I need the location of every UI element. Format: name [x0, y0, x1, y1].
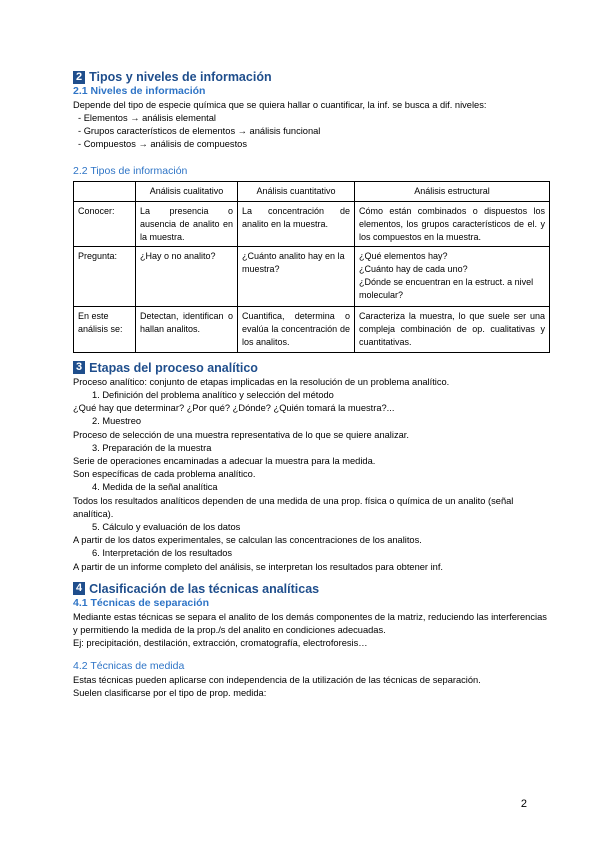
step-desc: ¿Qué hay que determinar? ¿Por qué? ¿Dónde? ¿Quién tomará la muestra?...	[73, 403, 395, 414]
table-header-cell: Análisis estructural	[355, 182, 550, 202]
medida-desc: Estas técnicas pueden aplicarse con independencia de la utilización de las técnicas de separación.	[73, 674, 481, 685]
table-row	[74, 202, 550, 247]
row-label: En este análisis se:	[74, 307, 136, 352]
step-label: 4. Medida de la señal analítica	[92, 482, 218, 493]
step-desc: Son específicas de cada problema analítico.	[73, 469, 256, 480]
table-cell	[355, 247, 550, 307]
section-2-heading	[73, 69, 550, 85]
table-cell: La presencia o ausencia de analito en la muestra.	[136, 202, 238, 247]
niveles-list	[73, 112, 550, 152]
table-cell: Detectan, identifican o hallan analitos.	[136, 307, 238, 352]
section-number: 4	[73, 582, 85, 595]
table-header-cell: Análisis cualitativo	[136, 182, 238, 202]
table-header-cell	[74, 182, 136, 202]
table-cell: Cuantifica, determina o evalúa la concentración de los analitos.	[238, 307, 355, 352]
table-cell: ¿Hay o no analito?	[136, 247, 238, 307]
step-desc: Proceso de selección de una muestra representativa de lo que se quiere analizar.	[73, 429, 409, 440]
step-desc: Todos los resultados analíticos dependen de una medida de una prop. física o química de un analito (señal analítica).	[73, 495, 514, 519]
table-row	[74, 307, 550, 352]
step-label: 2. Muestreo	[92, 416, 142, 427]
step-label: 1. Definición del problema analítico y selección del método	[92, 390, 334, 401]
cell-line: ¿Dónde se encuentran en la estruct. a nivel molecular?	[359, 276, 534, 300]
list-item: - Elementos → análisis elemental	[78, 112, 550, 125]
proceso-intro: Proceso analítico: conjunto de etapas implicadas en la resolución de un problema analítico.	[73, 376, 450, 387]
subsection-4-1-heading: 4.1 Técnicas de separación	[73, 596, 209, 609]
list-item: - Compuestos → análisis de compuestos	[78, 138, 550, 151]
section-4-heading	[73, 581, 550, 597]
step-label: 5. Cálculo y evaluación de los datos	[92, 521, 241, 532]
tipos-table	[73, 181, 550, 352]
step-desc: A partir de un informe completo del análisis, se interpretan los resultados para obtener inf.	[73, 561, 444, 572]
table-header-cell: Análisis cuantitativo	[238, 182, 355, 202]
separacion-desc: Mediante estas técnicas se separa el analito de los demás componentes de la matriz, reduciendo las interferencias y permitiendo la medida de la prop./s del analito en condiciones adecuadas.	[73, 611, 547, 635]
separacion-examples: Ej: precipitación, destilación, extracción, cromatografía, electroforesis…	[73, 637, 368, 648]
row-label: Conocer:	[74, 202, 136, 247]
medida-clasificacion: Suelen clasificarse por el tipo de prop. medida:	[73, 687, 267, 698]
subsection-4-2-heading: 4.2 Técnicas de medida	[73, 660, 185, 673]
step-label: 3. Preparación de la muestra	[92, 442, 212, 453]
section-number: 3	[73, 361, 85, 374]
cell-line: ¿Qué elementos hay?	[359, 251, 448, 262]
step-label: 6. Interpretación de los resultados	[92, 548, 233, 559]
step-desc: A partir de los datos experimentales, se calculan las concentraciones de los analitos.	[73, 535, 422, 546]
subsection-2-1-heading: 2.1 Niveles de información	[73, 85, 206, 98]
table-cell: ¿Cuánto analito hay en la muestra?	[238, 247, 355, 307]
section-title: Etapas del proceso analítico	[89, 360, 258, 375]
table-header-row	[74, 182, 550, 202]
section-number: 2	[73, 71, 85, 84]
section-title: Tipos y niveles de información	[89, 70, 272, 84]
step-desc: Serie de operaciones encaminadas a adecuar la muestra para la medida.	[73, 456, 376, 467]
table-cell: Caracteriza la muestra, lo que suele ser una compleja combinación de op. cualitativas y cuantitativas.	[355, 307, 550, 352]
section-title: Clasificación de las técnicas analíticas	[89, 581, 320, 596]
section-3-heading	[73, 360, 550, 376]
list-item: - Grupos característicos de elementos → análisis funcional	[78, 125, 550, 138]
cell-line: ¿Cuánto hay de cada uno?	[359, 264, 468, 275]
niveles-intro: Depende del tipo de especie química que se quiera hallar o cuantificar, la inf. se busca a dif. niveles:	[73, 99, 487, 110]
table-cell: La concentración de analito en la muestra.	[238, 202, 355, 247]
row-label: Pregunta:	[74, 247, 136, 307]
table-cell: Cómo están combinados o dispuestos los elementos, los grupos característicos de el. y los compuestos en la muestra.	[355, 202, 550, 247]
table-row	[74, 247, 550, 307]
subsection-2-2-heading: 2.2 Tipos de información	[73, 164, 188, 177]
page-content	[73, 69, 550, 700]
page-number: 2	[520, 798, 527, 810]
